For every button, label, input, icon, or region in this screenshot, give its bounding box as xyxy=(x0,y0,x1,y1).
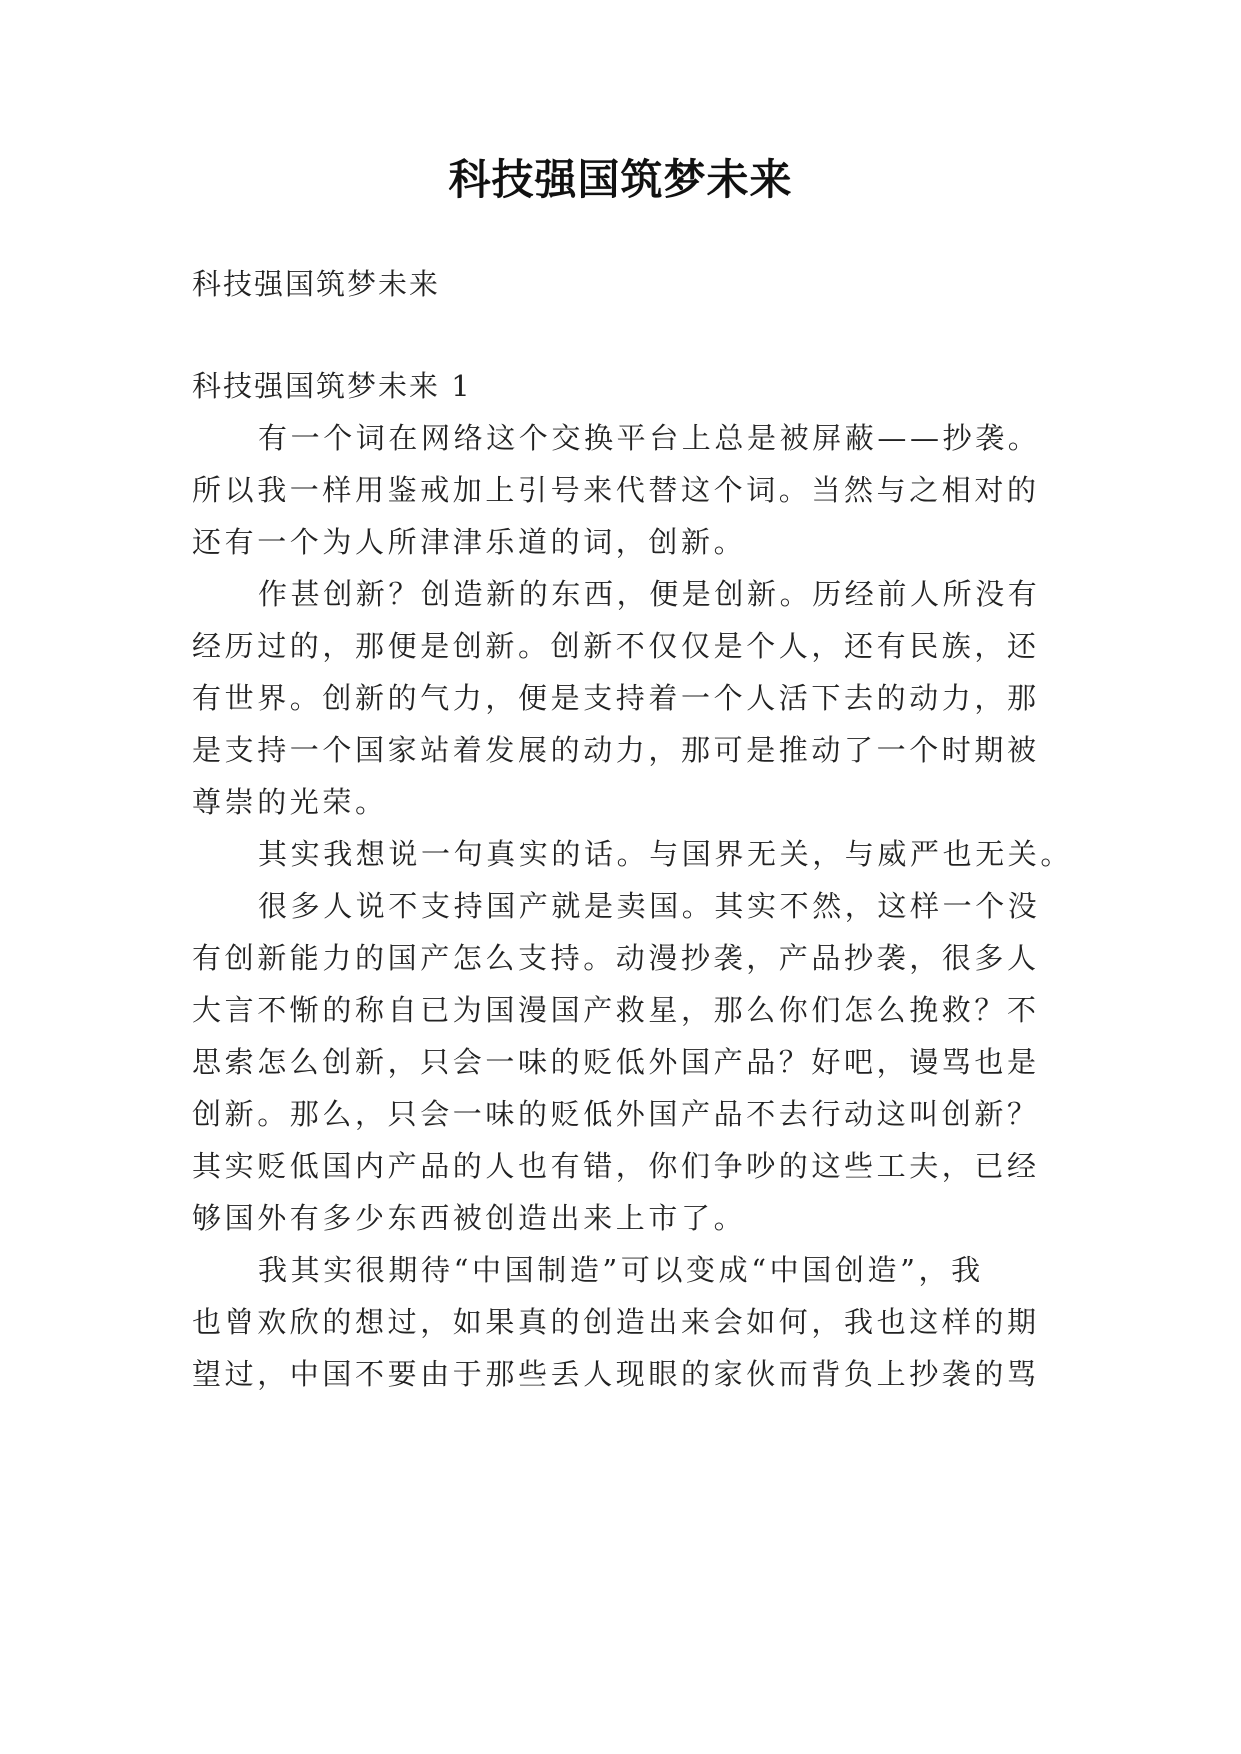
body-line: 作甚创新？创造新的东西，便是创新。历经前人所没有 xyxy=(258,577,1041,611)
body-line: 我其实很期待“中国制造”可以变成“中国创造”，我 xyxy=(258,1253,984,1287)
body-line: 也曾欢欣的想过，如果真的创造出来会如何，我也这样的期 xyxy=(192,1305,1040,1339)
document-subtitle: 科技强国筑梦未来 xyxy=(192,267,441,301)
body-line: 还有一个为人所津津乐道的词，创新。 xyxy=(192,525,747,559)
body-line: 思索怎么创新，只会一味的贬低外国产品？好吧，谩骂也是 xyxy=(192,1045,1040,1079)
body-line: 很多人说不支持国产就是卖国。其实不然，这样一个没 xyxy=(258,889,1041,923)
body-line: 尊崇的光荣。 xyxy=(192,785,388,819)
body-line: 有一个词在网络这个交换平台上总是被屏蔽——抄袭。 xyxy=(258,421,1041,455)
body-line: 经历过的，那便是创新。创新不仅仅是个人，还有民族，还 xyxy=(192,629,1040,663)
body-line: 有世界。创新的气力，便是支持着一个人活下去的动力，那 xyxy=(192,681,1040,715)
body-line: 其实我想说一句真实的话。与国界无关，与威严也无关。 xyxy=(258,837,1074,871)
body-line: 是支持一个国家站着发展的动力，那可是推动了一个时期被 xyxy=(192,733,1040,767)
body-line: 创新。那么，只会一味的贬低外国产品不去行动这叫创新？ xyxy=(192,1097,1040,1131)
body-line: 大言不惭的称自已为国漫国产救星，那么你们怎么挽救？不 xyxy=(192,993,1040,1027)
body-line: 其实贬低国内产品的人也有错，你们争吵的这些工夫，已经 xyxy=(192,1149,1040,1183)
body-line: 有创新能力的国产怎么支持。动漫抄袭，产品抄袭，很多人 xyxy=(192,941,1040,975)
body-line: 望过，中国不要由于那些丢人现眼的家伙而背负上抄袭的骂 xyxy=(192,1357,1040,1391)
section-heading: 科技强国筑梦未来 1 xyxy=(192,369,472,403)
body-line: 所以我一样用鉴戒加上引号来代替这个词。当然与之相对的 xyxy=(192,473,1040,507)
body-line: 够国外有多少东西被创造出来上市了。 xyxy=(192,1201,747,1235)
document-title: 科技强国筑梦未来 xyxy=(448,155,793,204)
